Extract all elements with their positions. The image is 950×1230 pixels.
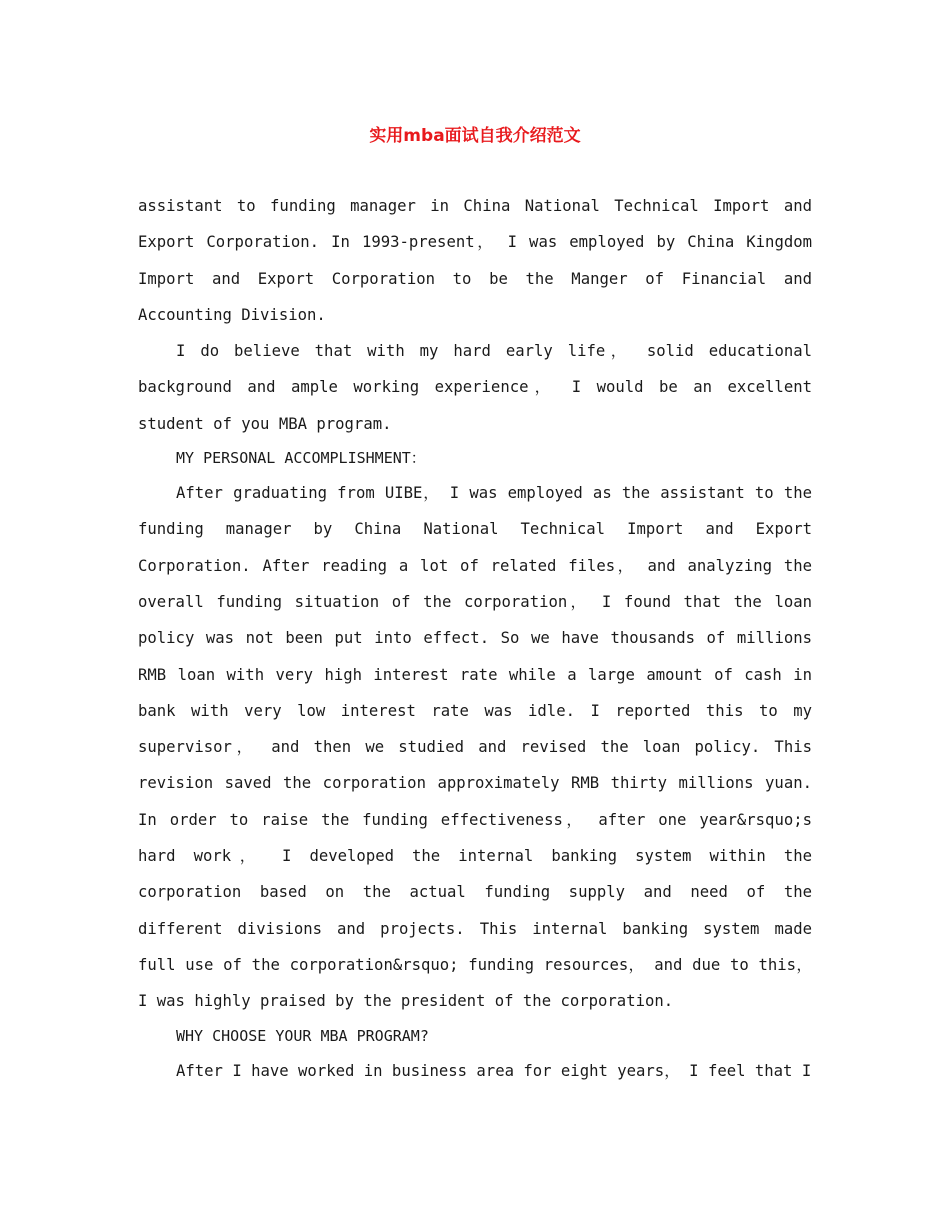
paragraph-belief: I do believe that with my hard early life， solid educational background and ample working experience， I would be an excellent student of you MBA program.: [138, 342, 812, 433]
paragraph-accomplishment: After graduating from UIBE， I was employed as the assistant to the funding manager by China National Technical Import and Export Corporation. After reading a lot of related files， and analyzing the overall funding situation of the corporation， I found that the loan policy was not been put into effect. So we have thousands of millions RMB loan with very high interest rate while a large amount of cash in bank with very low interest rate was idle. I reported this to my supervisor， and then we studied and revised the loan policy. This revision saved the corporation approximately RMB thirty millions yuan. In order to raise the funding effectiveness， after one year&rsquo;s hard work， I developed the internal banking system within the corporation based on the actual funding supply and need of the different divisions and projects. This internal banking system made full use of the corporation&rsquo; funding resources， and due to this， I was highly praised by the president of the corporation.: [138, 484, 812, 1011]
paragraph-career-history: assistant to funding manager in China National Technical Import and Export Corporation. In 1993-present， I was employed by China Kingdom Import and Export Corporation to be the Manger of Financial and Accounting Division.: [138, 197, 812, 324]
document-body: [138, 188, 812, 1089]
section-heading-why-choose: WHY CHOOSE YOUR MBA PROGRAM?: [176, 1026, 429, 1045]
document-title: 实用mba面试自我介绍范文: [369, 126, 581, 146]
paragraph-why-choose: After I have worked in business area for eight years， I feel that I: [176, 1061, 812, 1080]
section-heading-accomplishment: MY PERSONAL ACCOMPLISHMENT：: [176, 449, 426, 468]
